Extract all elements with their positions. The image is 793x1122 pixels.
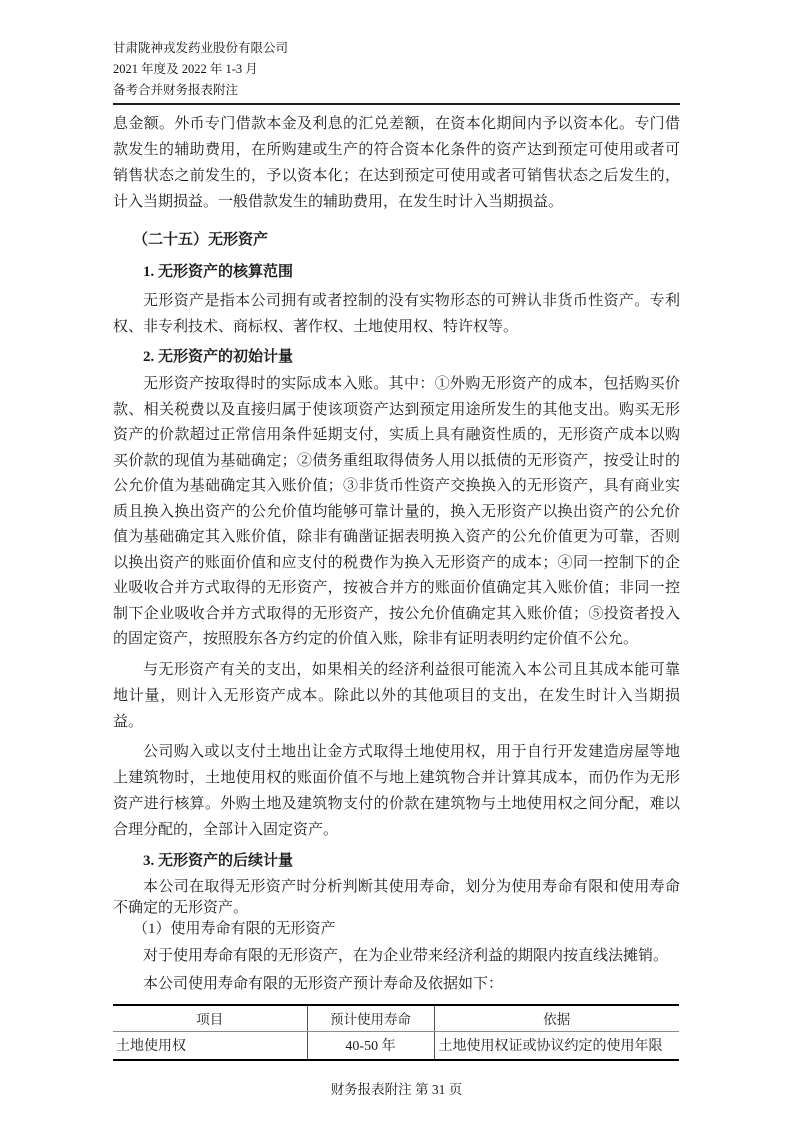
paragraph-table-lead-in: 本公司使用寿命有限的无形资产预计寿命及依据如下： [143,975,504,992]
heading-subsequent-measurement: 3. 无形资产的后续计量 [143,852,294,869]
report-title: 备考合并财务报表附注 [113,83,239,97]
paragraph-accounting-scope: 无形资产是指本公司拥有或者控制的没有实物形态的可辨认非货币性资产。专利权、非专利技术、商标权、著作权、土地使用权、特许权等。 [113,293,680,335]
paragraph-related-expenditure: 与无形资产有关的支出，如果相关的经济利益很可能流入本公司且其成本能可靠地计量，则计入无形资产成本。除此以外的其他项目的支出，在发生时计入当期损益。 [113,661,680,730]
page-footer: 财务报表附注 第 31 页 [330,1081,463,1097]
section-heading-intangible-assets: （二十五）无形资产 [133,232,269,248]
paragraph-borrowing-costs-carryover: 息金额。外币专门借款本金及利息的汇兑差额，在资本化期间内予以资本化。专门借款发生的辅助费用，在所购建或生产的符合资本化条件的资产达到预定可使用或者可销售状态之前发生的，予以资本化；在达到预定可使用或者可销售状态之后发生的，计入当期损益。一般借款发生的辅助费用，在发生时计入当期损益。 [113,116,680,210]
paragraph-useful-life-judgment: 本公司在取得无形资产时分析判断其使用寿命，划分为使用寿命有限和使用寿命不确定的无形资产。 [113,878,680,916]
report-period: 2021 年度及 2022 年 1-3 月 [113,62,258,76]
useful-life-table [113,1004,679,1061]
item-heading-finite-life: （1）使用寿命有限的无形资产 [133,920,336,937]
paragraph-land-use-right: 公司购入或以支付土地出让金方式取得土地使用权，用于自行开发建造房屋等地上建筑物时，土地使用权的账面价值不与地上建筑物合并计算其成本，而仍作为无形资产进行核算。外购土地及建筑物支付的价款在建筑物与土地使用权之间分配，难以合理分配的，全部计入固定资产。 [113,743,680,838]
page-content [113,0,680,1103]
table-row [113,1032,679,1060]
header-rule [113,103,680,105]
table-header-row [113,1005,679,1032]
heading-initial-measurement: 2. 无形资产的初始计量 [143,349,294,365]
cell-item-land-use-right: 土地使用权 [113,1032,307,1060]
doc-header [113,0,680,101]
cell-expected-life: 40-50 年 [307,1032,434,1060]
col-header-basis: 依据 [434,1005,679,1032]
col-header-expected-life: 预计使用寿命 [307,1005,434,1032]
cell-basis: 土地使用权证或协议约定的使用年限 [438,1039,663,1055]
paragraph-initial-measurement: 无形资产按取得时的实际成本入账。其中：①外购无形资产的成本，包括购买价款、相关税费以及直接归属于使该项资产达到预定用途所发生的其他支出。购买无形资产的价款超过正常信用条件延期支付，实质上具有融资性质的，无形资产成本以购买价款的现值为基础确定；②债务重组取得债务人用以抵债的无形资产，按受让时的公允价值为基础确定其入账价值；③非货币性资产交换换入的无形资产，具有商业实质且换入换出资产的公允价值均能够可靠计量的，换入无形资产以换出资产的公允价值为基础确定其入账价值，除非有确凿证据表明换入资产的公允价值更为可靠，否则以换出资产的账面价值和应支付的税费作为换入无形资产的成本；④同一控制下的企业吸收合并方式取得的无形资产，按被合并方的账面价值确定其入账价值；非同一控制下企业吸收合并方式取得的无形资产，按公允价值确定其入账价值；⑤投资者投入的固定资产，按照股东各方约定的价值入账，除非有证明表明约定价值不公允。 [113,376,680,647]
col-header-item: 项目 [113,1005,307,1032]
heading-accounting-scope: 1. 无形资产的核算范围 [143,264,294,280]
company-name: 甘肃陇神戎发药业股份有限公司 [113,41,289,55]
paragraph-straight-line-amortization: 对于使用寿命有限的无形资产，在为企业带来经济利益的期限内按直线法摊销。 [143,947,669,964]
